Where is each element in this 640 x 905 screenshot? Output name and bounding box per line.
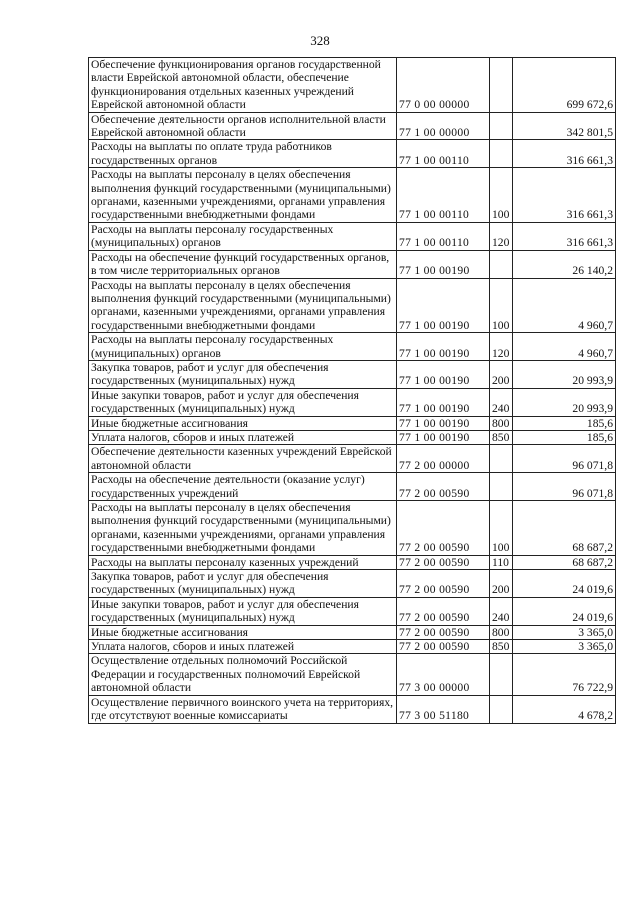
budget-table-body <box>89 58 616 724</box>
table-row <box>89 501 616 556</box>
row-amount-cell: 699 672,6 <box>513 58 616 113</box>
row-name-cell: Расходы на выплаты персоналу в целях обеспечения выполнения функций государственными (муниципальными) органами, казенными учреждениями, органами управления государственными внебюджетными фондами <box>89 501 397 556</box>
table-row <box>89 625 616 639</box>
row-code-cell: 77 2 00 00590 <box>397 625 490 639</box>
row-type-cell: 200 <box>490 360 513 388</box>
row-type-cell <box>490 445 513 473</box>
row-code-cell: 77 3 00 51180 <box>397 695 490 723</box>
row-amount-cell: 3 365,0 <box>513 640 616 654</box>
table-row <box>89 473 616 501</box>
row-amount-cell: 4 678,2 <box>513 695 616 723</box>
row-name-cell: Расходы на выплаты персоналу государственных (муниципальных) органов <box>89 222 397 250</box>
row-type-cell <box>490 654 513 695</box>
row-code-cell: 77 2 00 00590 <box>397 501 490 556</box>
row-code-cell: 77 1 00 00190 <box>397 250 490 278</box>
row-type-cell: 120 <box>490 333 513 361</box>
row-name-cell: Расходы на выплаты по оплате труда работников государственных органов <box>89 140 397 168</box>
row-amount-cell: 316 661,3 <box>513 222 616 250</box>
table-row <box>89 445 616 473</box>
row-type-cell: 850 <box>490 430 513 444</box>
row-code-cell: 77 2 00 00590 <box>397 640 490 654</box>
table-row <box>89 278 616 333</box>
row-type-cell: 120 <box>490 222 513 250</box>
row-amount-cell: 342 801,5 <box>513 112 616 140</box>
row-amount-cell: 26 140,2 <box>513 250 616 278</box>
row-type-cell <box>490 58 513 113</box>
row-amount-cell: 3 365,0 <box>513 625 616 639</box>
row-code-cell: 77 2 00 00590 <box>397 597 490 625</box>
row-amount-cell: 316 661,3 <box>513 140 616 168</box>
row-code-cell: 77 2 00 00590 <box>397 473 490 501</box>
table-row <box>89 168 616 223</box>
row-type-cell: 800 <box>490 416 513 430</box>
row-code-cell: 77 2 00 00590 <box>397 555 490 569</box>
row-name-cell: Обеспечение деятельности казенных учреждений Еврейской автономной области <box>89 445 397 473</box>
row-code-cell: 77 0 00 00000 <box>397 58 490 113</box>
row-name-cell: Иные бюджетные ассигнования <box>89 416 397 430</box>
row-code-cell: 77 1 00 00190 <box>397 278 490 333</box>
budget-table <box>88 57 616 724</box>
row-amount-cell: 76 722,9 <box>513 654 616 695</box>
row-name-cell: Иные закупки товаров, работ и услуг для обеспечения государственных (муниципальных) нужд <box>89 597 397 625</box>
row-code-cell: 77 1 00 00190 <box>397 360 490 388</box>
table-row <box>89 654 616 695</box>
row-type-cell: 100 <box>490 278 513 333</box>
row-amount-cell: 24 019,6 <box>513 597 616 625</box>
row-name-cell: Расходы на обеспечение функций государственных органов, в том числе территориальных органов <box>89 250 397 278</box>
row-code-cell: 77 1 00 00110 <box>397 222 490 250</box>
row-type-cell <box>490 112 513 140</box>
row-name-cell: Закупка товаров, работ и услуг для обеспечения государственных (муниципальных) нужд <box>89 360 397 388</box>
row-type-cell <box>490 140 513 168</box>
row-type-cell: 240 <box>490 388 513 416</box>
table-row <box>89 640 616 654</box>
table-row <box>89 388 616 416</box>
row-name-cell: Закупка товаров, работ и услуг для обеспечения государственных (муниципальных) нужд <box>89 570 397 598</box>
row-type-cell: 850 <box>490 640 513 654</box>
row-amount-cell: 68 687,2 <box>513 555 616 569</box>
row-type-cell: 100 <box>490 168 513 223</box>
table-row <box>89 430 616 444</box>
table-row <box>89 570 616 598</box>
row-name-cell: Уплата налогов, сборов и иных платежей <box>89 430 397 444</box>
row-name-cell: Осуществление отдельных полномочий Российской Федерации и государственных полномочий Еврейской автономной области <box>89 654 397 695</box>
row-name-cell: Обеспечение деятельности органов исполнительной власти Еврейской автономной области <box>89 112 397 140</box>
row-amount-cell: 96 071,8 <box>513 445 616 473</box>
row-name-cell: Иные закупки товаров, работ и услуг для обеспечения государственных (муниципальных) нужд <box>89 388 397 416</box>
row-code-cell: 77 1 00 00110 <box>397 140 490 168</box>
table-row <box>89 555 616 569</box>
row-name-cell: Расходы на выплаты персоналу казенных учреждений <box>89 555 397 569</box>
row-amount-cell: 4 960,7 <box>513 278 616 333</box>
table-row <box>89 58 616 113</box>
row-code-cell: 77 1 00 00190 <box>397 388 490 416</box>
row-code-cell: 77 2 00 00590 <box>397 570 490 598</box>
page-number: 328 <box>310 33 330 48</box>
row-amount-cell: 68 687,2 <box>513 501 616 556</box>
row-code-cell: 77 1 00 00110 <box>397 168 490 223</box>
row-code-cell: 77 1 00 00190 <box>397 416 490 430</box>
row-name-cell: Осуществление первичного воинского учета на территориях, где отсутствуют военные комиссариаты <box>89 695 397 723</box>
row-name-cell: Иные бюджетные ассигнования <box>89 625 397 639</box>
row-type-cell: 240 <box>490 597 513 625</box>
row-code-cell: 77 3 00 00000 <box>397 654 490 695</box>
row-name-cell: Обеспечение функционирования органов государственной власти Еврейской автономной области, обеспечение функционирования отдельных казенных учреждений Еврейской автономной области <box>89 58 397 113</box>
row-type-cell: 110 <box>490 555 513 569</box>
row-name-cell: Расходы на выплаты персоналу в целях обеспечения выполнения функций государственными (муниципальными) органами, казенными учреждениями, органами управления государственными внебюджетными фондами <box>89 278 397 333</box>
row-type-cell: 800 <box>490 625 513 639</box>
row-code-cell: 77 1 00 00190 <box>397 333 490 361</box>
row-type-cell <box>490 250 513 278</box>
table-row <box>89 140 616 168</box>
row-amount-cell: 96 071,8 <box>513 473 616 501</box>
table-row <box>89 597 616 625</box>
table-row <box>89 222 616 250</box>
row-type-cell <box>490 473 513 501</box>
row-code-cell: 77 1 00 00000 <box>397 112 490 140</box>
table-row <box>89 250 616 278</box>
row-type-cell <box>490 695 513 723</box>
table-row <box>89 333 616 361</box>
row-amount-cell: 4 960,7 <box>513 333 616 361</box>
table-row <box>89 360 616 388</box>
row-amount-cell: 185,6 <box>513 430 616 444</box>
row-code-cell: 77 2 00 00000 <box>397 445 490 473</box>
row-amount-cell: 316 661,3 <box>513 168 616 223</box>
row-amount-cell: 20 993,9 <box>513 360 616 388</box>
table-row <box>89 416 616 430</box>
row-name-cell: Расходы на обеспечение деятельности (оказание услуг) государственных учреждений <box>89 473 397 501</box>
row-type-cell: 200 <box>490 570 513 598</box>
row-type-cell: 100 <box>490 501 513 556</box>
table-row <box>89 112 616 140</box>
row-name-cell: Расходы на выплаты персоналу в целях обеспечения выполнения функций государственными (муниципальными) органами, казенными учреждениями, органами управления государственными внебюджетными фондами <box>89 168 397 223</box>
row-name-cell: Расходы на выплаты персоналу государственных (муниципальных) органов <box>89 333 397 361</box>
row-amount-cell: 185,6 <box>513 416 616 430</box>
row-amount-cell: 20 993,9 <box>513 388 616 416</box>
row-name-cell: Уплата налогов, сборов и иных платежей <box>89 640 397 654</box>
row-code-cell: 77 1 00 00190 <box>397 430 490 444</box>
table-row <box>89 695 616 723</box>
row-amount-cell: 24 019,6 <box>513 570 616 598</box>
